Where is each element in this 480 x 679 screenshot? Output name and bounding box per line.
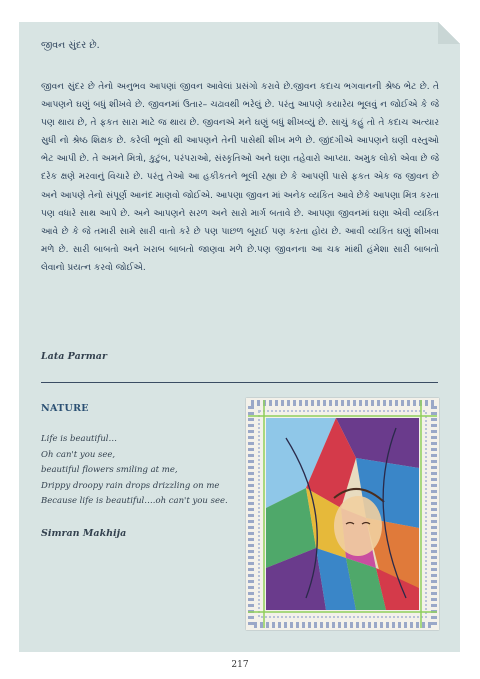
section-divider <box>41 382 438 383</box>
page-number: 217 <box>231 660 249 670</box>
article-body: જીવન સુંદર છે તેનો અનુભવ આપણાં જીવન આવેલાં પ્રસંગો કરાવે છે.જીવન કદાચ ભગવાનની શ્રેષ્ઠ ભેટ છે. તે આપણને ઘણું બધું શીખવે છે. જીવનમાં ઉતાર– ચઢાવથી ભરેલું છે. પરંતુ આપણે કયારેય ભૂલવું ન જોઈએ કે જે પણ થાય છે, તે ફકત સારા માટે જ થાય છે. જીવનએ મને ઘણું બધું શીખવ્યું છે. સાચું કહું તો તે કદાચ અત્યાર સુધી નો શ્રેષ્ઠ શિક્ષક છે. કરેલી ભૂલો થી આપણને તેની પાસેથી શીખ મળે છે. જીંદગીએ આપણને ઘણી વસ્તુઓ ભેટ આપી છે. તે અમને મિત્રો, કુટુંબ, પરંપરાઓ, સંસ્કૃતિઓ અને ઘણા તહેવારો આપ્યા. અમુક લોકો એવા છે જે દરેક ક્ષણે મરવાનું વિચારે છે. પરંતુ તેઓ આ હકીકતને ભૂલી રહ્યા છે કે આપણી પાસે ફકત એક જ જીવન છે અને આપણે તેનો સંપૂર્ણ આનંદ માણવો જોઈએ. આપણા જીવન માં અનેક વ્યકિત આવે છેકે આપણા મિત્ર કરતા પણ વધારે સાથ આપે છે. અને આપણને સરળ અને સારો માર્ગ બતાવે છે. આપણા જીવનમાં ઘણા એવી વ્યકિત આવે છે કે જે તમારી સામે સારી વાતો કરે છે પણ પાછળ બૂરાઈ પણ કરતા હોય છે. આવી વ્યકિત ઘણું શીખવા મળે છે. સારી બાબતો અને ખરાબ બાબતો જાણવા મળે છે.પણ જીવનના આ ચક્ર માંથી હંમેશા સારી બાબતો લેવાનો પ્રયત્ન કરવો જોઈએ. <box>41 82 439 273</box>
poem-line: Life is beautiful… <box>41 434 118 444</box>
article-title: જીવન સુંદર છે. <box>41 40 100 51</box>
poem-author: Simran Makhija <box>41 528 127 539</box>
poem-line: Drippy droopy rain drops drizzling on me <box>41 480 220 491</box>
poem-line: Oh can't you see, <box>41 449 116 460</box>
poem-line: beautiful flowers smiling at me, <box>41 465 178 476</box>
colored-pencil-drawing-image <box>246 398 439 630</box>
article-author: Lata Parmar <box>41 351 107 362</box>
poem-body <box>41 432 241 510</box>
page-fold-corner <box>438 22 460 44</box>
poem-line: Because life is beautiful….oh can't you see. <box>41 496 228 507</box>
poem-title: NATURE <box>41 403 89 414</box>
